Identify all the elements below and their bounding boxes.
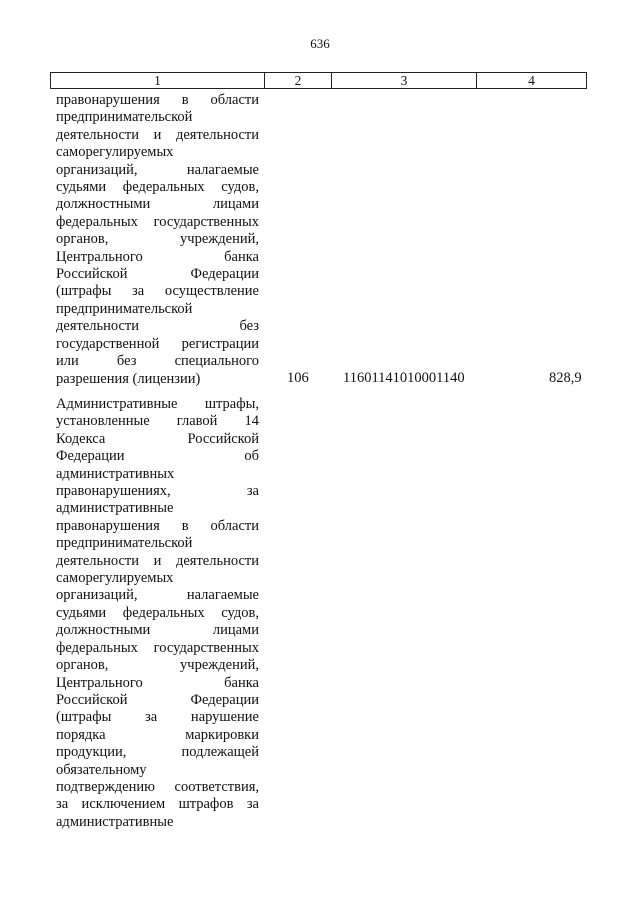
description-line: разрешения (лицензии) <box>56 370 201 387</box>
description-line: правонарушениях, за <box>56 483 259 500</box>
description-line: административных <box>56 465 175 482</box>
description-line: должностными лицами <box>56 622 259 639</box>
description-line: Административные штрафы, <box>56 396 259 412</box>
description-line: предпринимательской <box>56 109 193 126</box>
column-header-2: 2 <box>265 73 332 89</box>
row-kbk: 11601141010001140 <box>343 370 465 386</box>
description-line: продукции, подлежащей <box>56 744 259 761</box>
description-line: деятельности без <box>56 318 259 335</box>
column-header-3: 3 <box>332 73 477 89</box>
description-line: Центрального банка <box>56 674 259 691</box>
description-line: судьями федеральных судов, <box>56 179 259 196</box>
description-line: организаций, налагаемые <box>56 161 259 178</box>
description-line: установленные главой 14 <box>56 413 259 430</box>
description-line: органов, учреждений, <box>56 657 259 674</box>
table-row <box>56 92 259 388</box>
description-line: саморегулируемых <box>56 144 174 161</box>
description-line: Федерации об <box>56 448 259 465</box>
description-line: федеральных государственных <box>56 213 259 230</box>
description-line: правонарушения в области <box>56 517 259 534</box>
description-line: (штрафы за осуществление <box>56 283 259 300</box>
column-header-table <box>50 72 587 89</box>
description-line: Российской Федерации <box>56 691 259 708</box>
row-code: 106 <box>287 370 309 386</box>
description-line: Центрального банка <box>56 248 259 265</box>
description-line: предпринимательской <box>56 300 193 317</box>
description-line: государственной регистрации <box>56 335 259 352</box>
row-description <box>56 92 259 388</box>
description-line: предпринимательской <box>56 535 193 552</box>
column-header-1: 1 <box>51 73 265 89</box>
description-line: деятельности и деятельности <box>56 552 259 569</box>
description-line: правонарушения в области <box>56 92 259 108</box>
description-line: Кодекса Российской <box>56 430 259 447</box>
description-line: порядка маркировки <box>56 726 259 743</box>
description-line: (штрафы за нарушение <box>56 709 259 726</box>
description-line: административные <box>56 813 174 830</box>
description-line: организаций, налагаемые <box>56 587 259 604</box>
description-line: деятельности и деятельности <box>56 126 259 143</box>
description-line: должностными лицами <box>56 196 259 213</box>
description-line: Российской Федерации <box>56 266 259 283</box>
description-line: административные <box>56 500 174 517</box>
table-row <box>56 396 259 831</box>
row-amount: 828,9 <box>549 370 582 386</box>
description-line: органов, учреждений, <box>56 231 259 248</box>
description-line: за исключением штрафов за <box>56 796 259 813</box>
header-row <box>51 73 587 89</box>
page-number: 636 <box>310 36 330 51</box>
description-line: саморегулируемых <box>56 570 174 587</box>
description-line: обязательному <box>56 761 147 778</box>
column-header-4: 4 <box>477 73 587 89</box>
description-line: подтверждению соответствия, <box>56 778 259 795</box>
row-description <box>56 396 259 831</box>
description-line: федеральных государственных <box>56 639 259 656</box>
description-line: судьями федеральных судов, <box>56 604 259 621</box>
description-line: или без специального <box>56 353 259 370</box>
